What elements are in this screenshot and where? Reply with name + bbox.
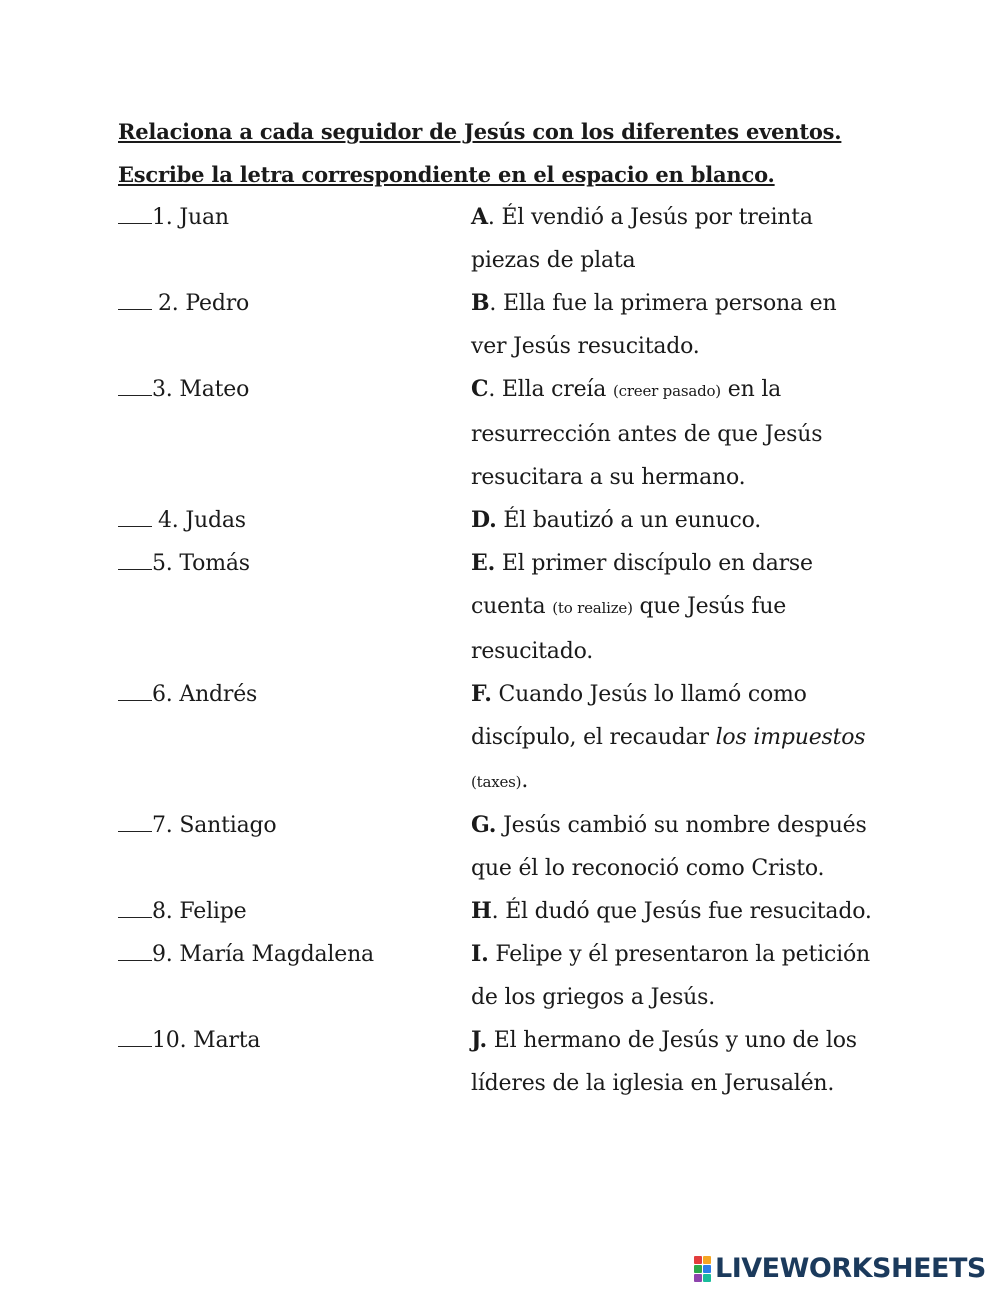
event-letter: I. (471, 941, 489, 967)
event-description: Él vendió a Jesús por treinta piezas de plata (471, 205, 813, 273)
person-label: 8. Felipe (152, 899, 247, 924)
instructions-line-1: Relaciona a cada seguidor de Jesús con los diferentes eventos. (118, 119, 842, 144)
liveworksheets-logo[interactable] (694, 1253, 986, 1284)
event-description: El hermano de Jesús y uno de los líderes de la iglesia en Jerusalén. (471, 1028, 857, 1096)
liveworksheets-grid-icon (694, 1256, 711, 1282)
answer-blank-1[interactable] (118, 222, 152, 224)
person-label: 2. Pedro (158, 291, 250, 316)
match-row-8: 8. Felipe H. Él dudó que Jesús fue resucitado. (118, 890, 878, 933)
match-row-6 (118, 673, 878, 804)
event-description-end: que Jesús fue resucitado. (471, 594, 787, 664)
event-description-start: Cuando Jesús lo llamó como discípulo, el recaudar (471, 682, 807, 750)
sentence-end: . (521, 768, 529, 793)
answer-blank-9[interactable] (118, 959, 152, 961)
answer-blank-10[interactable] (118, 1045, 152, 1047)
answer-blank-2[interactable] (118, 308, 152, 310)
instructions-line-2: Escribe la letra correspondiente en el espacio en blanco. (118, 162, 775, 187)
event-description: Él dudó que Jesús fue resucitado. (505, 899, 872, 924)
answer-blank-6[interactable] (118, 699, 152, 701)
event-letter: J. (471, 1027, 487, 1053)
match-row-10 (118, 1019, 878, 1105)
match-row-7 (118, 804, 878, 890)
event-letter: E. (471, 550, 496, 576)
event-description-start: El primer discípulo en darse cuenta (471, 551, 813, 619)
event-letter: D. (471, 507, 497, 533)
match-row-2: 2. Pedro B. Ella fue la primera persona en ver Jesús resucitado. (118, 282, 878, 368)
event-letter: H (471, 898, 492, 924)
person-label: 9. María Magdalena (152, 942, 374, 967)
event-letter: C (471, 376, 489, 402)
match-row-9 (118, 933, 878, 1019)
translation-note: (creer pasado) (612, 382, 721, 400)
event-description: Él bautizó a un eunuco. (503, 508, 762, 533)
translation-note: (taxes) (471, 773, 522, 791)
person-label: 3. Mateo (152, 377, 250, 402)
person-label: 6. Andrés (152, 682, 258, 707)
worksheet (118, 110, 878, 1105)
event-letter: G. (471, 812, 497, 838)
event-description: Felipe y él presentaron la petición de los griegos a Jesús. (471, 942, 870, 1010)
answer-blank-3[interactable] (118, 394, 152, 396)
match-row-5 (118, 542, 878, 673)
answer-blank-4[interactable] (118, 525, 152, 527)
answer-blank-7[interactable] (118, 830, 152, 832)
answer-blank-5[interactable] (118, 568, 152, 570)
brand-name: LIVEWORKSHEETS (715, 1253, 986, 1284)
translation-note: (to realize) (552, 599, 633, 617)
event-description-start: Ella creía (501, 377, 607, 402)
match-row-1: 1. Juan A. Él vendió a Jesús por treinta piezas de plata (118, 196, 878, 282)
person-label: 5. Tomás (152, 551, 250, 576)
event-letter: F. (471, 681, 492, 707)
event-term: los impuestos (715, 725, 866, 750)
event-description: Ella fue la primera persona en ver Jesús resucitado. (471, 291, 837, 359)
person-label: 4. Judas (158, 508, 246, 533)
event-description: Jesús cambió su nombre después que él lo reconoció como Cristo. (471, 813, 867, 881)
person-label: 1. Juan (152, 205, 229, 230)
event-description-end: en la resurrección antes de que Jesús resucitara a su hermano. (471, 377, 823, 490)
person-label: 7. Santiago (152, 813, 277, 838)
match-row-4 (118, 499, 878, 542)
event-letter: A (471, 204, 488, 230)
match-row-3: 3. Mateo C. Ella creía (creer pasado) en la resurrección antes de que Jesús resucitara a su hermano. (118, 368, 878, 499)
person-label: 10. Marta (152, 1028, 261, 1053)
answer-blank-8[interactable] (118, 916, 152, 918)
event-letter: B (471, 290, 490, 316)
